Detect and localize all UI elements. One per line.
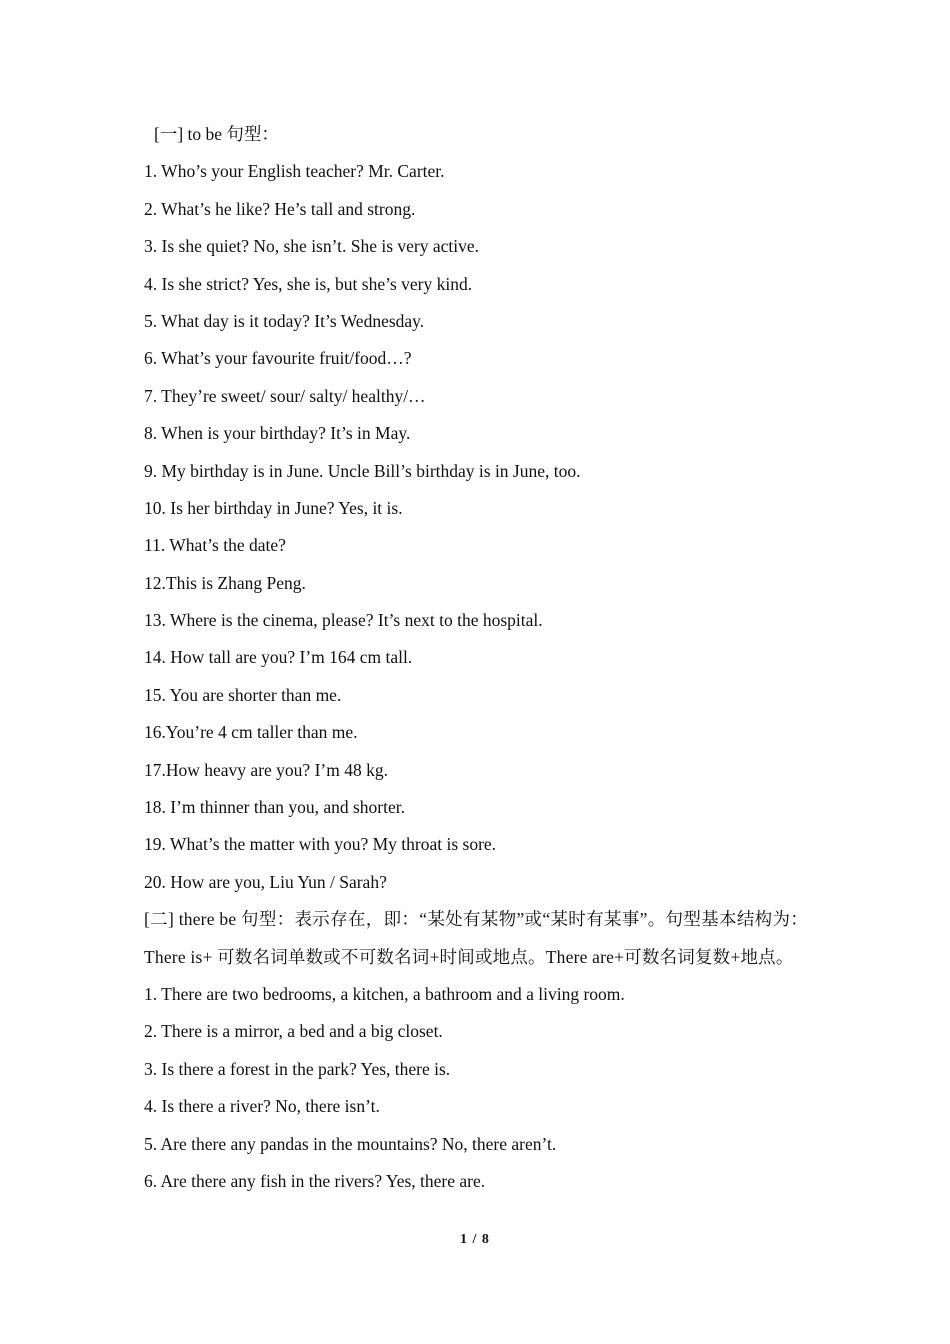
list-item: 6. Are there any fish in the rivers? Yes, there are. [144,1170,486,1191]
list-item: 3. Is there a forest in the park? Yes, there is. [144,1058,451,1079]
list-item: 2. What’s he like? He’s tall and strong. [144,198,416,219]
list-item: 6. What’s your favourite fruit/food…? [144,348,412,369]
section-heading-to-be: [一] to be 句型： [154,124,279,144]
list-item: 13. Where is the cinema, please? It’s next to the hospital. [144,610,543,631]
list-item: 1. There are two bedrooms, a kitchen, a bathroom and a living room. [144,984,625,1005]
section-heading-there-be: [二] there be 句型：表示存在，即：“某处有某物”或“某时有某事”。句型基本结构为：There is+ 可数名词单数或不可数名词+时间或地点。There are+可数名词复数+地点。 [144,909,808,967]
list-item: 11. What’s the date? [144,535,286,556]
list-item: 15. You are shorter than me. [144,684,342,705]
document-body [144,116,808,1200]
list-item: 8. When is your birthday? It’s in May. [144,423,411,444]
section-to-be-list [144,153,808,901]
page-number: 1 / 8 [460,1232,490,1247]
list-item: 4. Is she strict? Yes, she is, but she’s very kind. [144,273,473,294]
list-item: 5. What day is it today? It’s Wednesday. [144,310,425,331]
list-item: 9. My birthday is in June. Uncle Bill’s birthday is in June, too. [144,460,581,481]
list-item: 19. What’s the matter with you? My throat is sore. [144,834,497,855]
list-item: 3. Is she quiet? No, she isn’t. She is very active. [144,236,480,257]
list-item: 14. How tall are you? I’m 164 cm tall. [144,647,413,668]
list-item: 18. I’m thinner than you, and shorter. [144,797,405,818]
list-item: 10. Is her birthday in June? Yes, it is. [144,497,403,518]
list-item: 7. They’re sweet/ sour/ salty/ healthy/… [144,385,426,406]
list-item: 2. There is a mirror, a bed and a big closet. [144,1021,443,1042]
list-item: 1. Who’s your English teacher? Mr. Carter. [144,161,445,182]
list-item: 20. How are you, Liu Yun / Sarah? [144,871,387,892]
list-item: 16.You’re 4 cm taller than me. [144,722,358,743]
list-item: 5. Are there any pandas in the mountains? No, there aren’t. [144,1133,557,1154]
list-item: 4. Is there a river? No, there isn’t. [144,1096,380,1117]
list-item: 17.How heavy are you? I’m 48 kg. [144,759,388,780]
list-item: 12.This is Zhang Peng. [144,572,306,593]
section-there-be-list [144,976,808,1200]
